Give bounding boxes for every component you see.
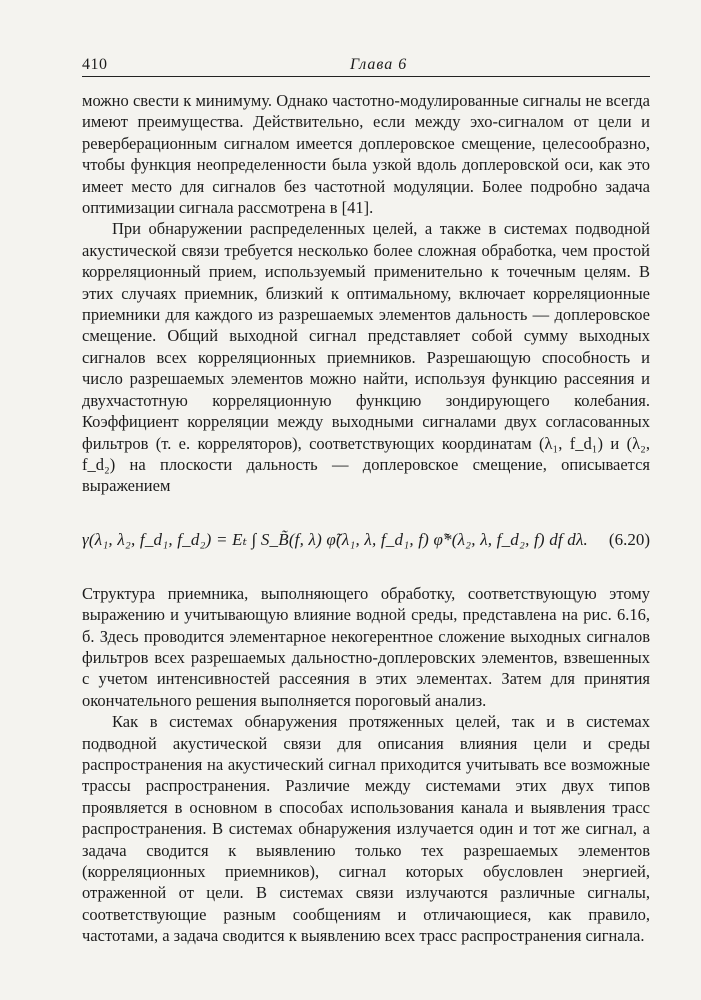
page-number: 410 (82, 56, 108, 73)
paragraph-distributed-targets: При обнаружении распределенных целей, а также в системах подводной акустической связи требуется несколько более сложная обработка, чем простой корреляционный прием, используемый применительно к точечным целям. В этих случаях приемник, близкий к оптимальному, включает корреляционные приемники для каждого из разрешаемых элементов дальность — доплеровское смещение. Общий выходной сигнал представляет собой сумму выходных сигналов всех корреляционных приемников. Разрешающую способность и число разрешаемых элементов можно найти, используя функцию рассеяния и двухчастотную корреляционную функцию зондирующего колебания. Коэффициент корреляции между выходными сигналами двух согласованных фильтров (т. е. корреляторов), соответствующих координатам (λ₁, f_d₁) и (λ₂, f_d₂) на плоскости дальность — доплеровское смещение, описывается выражением (82, 219, 650, 496)
equation-6-20 (82, 497, 650, 583)
body-text (82, 90, 650, 947)
header-rule (82, 76, 650, 77)
equation-number: (6.20) (608, 529, 650, 549)
running-header (82, 52, 650, 74)
book-page (82, 52, 650, 947)
paragraph-continuation: можно свести к минимуму. Однако частотно-модулированные сигналы не всегда имеют преимущества. Действительно, если между эхо-сигналом от цели и реверберационным сигналом имеется доплеровское смещение, целесообразно, чтобы функция неопределенности была узкой вдоль доплеровской оси, как это имеет место для сигналов без частотной модуляции. Более подробно задача оптимизации сигнала рассмотрена в [41]. (82, 91, 650, 218)
paragraph-receiver-structure: Структура приемника, выполняющего обработку, соответствующую этому выражению и учитывающую влияние водной среды, представлена на рис. 6.16, б. Здесь проводится элементарное некогерентное сложение выходных сигналов фильтров всех разрешаемых дальностно-доплеровских элементов, взвешенных с учетом интенсивностей рассеяния в этих элементах. Затем для принятия окончательного решения выполняется пороговый анализ. (82, 583, 650, 710)
chapter-title: Глава 6 (350, 56, 408, 73)
paragraph-detection-vs-communication: Как в системах обнаружения протяженных целей, так и в системах подводной акустической связи для описания влияния цели и среды распространения на акустический сигнал приходится учитывать все возможные трассы распространения. Различие между системами этих двух типов проявляется в основном в способах использования канала и выявления трасс распространения. В системах обнаружения излучается один и тот же сигнал, а задача сводится к выявлению только тех разрешаемых элементов (корреляционных приемников), сигнал которых обусловлен энергией, отраженной от цели. В системах связи излучаются различные сигналы, соответствующие разным сообщениям и отличающиеся, как правило, частотами, а задача сводится к выявлению всех трасс распространения сигнала. (82, 712, 650, 946)
equation-formula: γ(λ₁, λ₂, f_d₁, f_d₂) = Eₜ ∫ S_B̃(f, λ) φ̃(λ₁, λ, f_d₁, f) φ̃*(λ₂, λ, f_d₂, f) df dλ. (82, 529, 589, 549)
